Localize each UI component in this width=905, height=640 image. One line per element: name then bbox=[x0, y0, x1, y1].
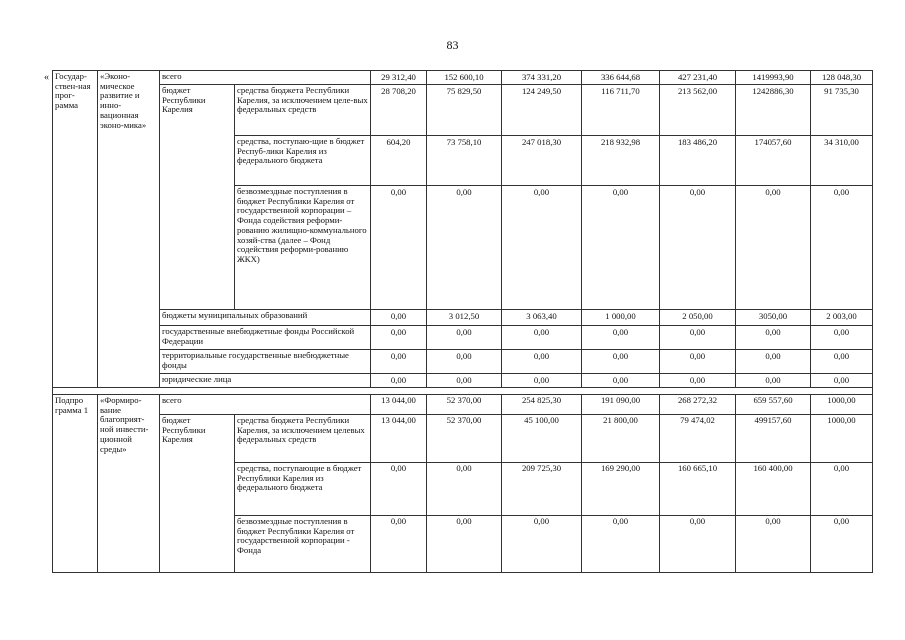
cell-value: 3 063,40 bbox=[502, 310, 582, 326]
section1-status: Государ-ствен-ная прог-рамма bbox=[53, 71, 98, 388]
row-label: всего bbox=[160, 395, 371, 415]
section1-row-legal bbox=[53, 374, 873, 388]
cell-value: 247 018,30 bbox=[502, 136, 582, 186]
cell-value: 0,00 bbox=[582, 350, 660, 374]
cell-value: 191 090,00 bbox=[582, 395, 660, 415]
cell-value: 1419993,90 bbox=[736, 71, 811, 85]
cell-value: 52 370,00 bbox=[427, 415, 502, 463]
cell-value: 0,00 bbox=[811, 350, 873, 374]
section1-row-state-funds bbox=[53, 326, 873, 350]
cell-value: 0,00 bbox=[371, 463, 427, 516]
cell-value: 0,00 bbox=[660, 374, 736, 388]
cell-value: 0,00 bbox=[371, 326, 427, 350]
cell-value: 0,00 bbox=[660, 186, 736, 310]
cell-value: 0,00 bbox=[502, 326, 582, 350]
cell-value: 0,00 bbox=[427, 463, 502, 516]
cell-value: 45 100,00 bbox=[502, 415, 582, 463]
section1-row-territorial bbox=[53, 350, 873, 374]
cell-value: 0,00 bbox=[660, 516, 736, 573]
cell-value: 0,00 bbox=[371, 374, 427, 388]
cell-value: 1000,00 bbox=[811, 415, 873, 463]
cell-value: 75 829,50 bbox=[427, 85, 502, 136]
cell-value: 160 400,00 bbox=[736, 463, 811, 516]
cell-value: 2 003,00 bbox=[811, 310, 873, 326]
cell-value: 374 331,20 bbox=[502, 71, 582, 85]
cell-value: 124 249,50 bbox=[502, 85, 582, 136]
cell-value: 0,00 bbox=[811, 326, 873, 350]
cell-value: 499157,60 bbox=[736, 415, 811, 463]
cell-value: 183 486,20 bbox=[660, 136, 736, 186]
cell-value: 3 012,50 bbox=[427, 310, 502, 326]
cell-value: 13 044,00 bbox=[371, 395, 427, 415]
cell-value: 0,00 bbox=[811, 516, 873, 573]
cell-value: 268 272,32 bbox=[660, 395, 736, 415]
cell-value: 0,00 bbox=[371, 516, 427, 573]
section1-row-total bbox=[53, 71, 873, 85]
open-quote-mark: « bbox=[44, 72, 49, 83]
cell-value: 0,00 bbox=[427, 326, 502, 350]
budget-group-label: бюджет Республики Карелия bbox=[160, 415, 235, 573]
cell-value: 0,00 bbox=[736, 350, 811, 374]
row-label: бюджеты муниципальных образований bbox=[160, 310, 371, 326]
cell-value: 0,00 bbox=[582, 516, 660, 573]
cell-value: 0,00 bbox=[582, 326, 660, 350]
cell-value: 254 825,30 bbox=[502, 395, 582, 415]
cell-value: 2 050,00 bbox=[660, 310, 736, 326]
row-label: территориальные государственные внебюджетные фонды bbox=[160, 350, 371, 374]
cell-value: 3050,00 bbox=[736, 310, 811, 326]
cell-value: 0,00 bbox=[371, 186, 427, 310]
cell-value: 0,00 bbox=[371, 310, 427, 326]
cell-value: 91 735,30 bbox=[811, 85, 873, 136]
cell-value: 0,00 bbox=[660, 326, 736, 350]
row-label: безвозмездные поступления в бюджет Республики Карелия от государственной корпорации - Фонда bbox=[235, 516, 371, 573]
cell-value: 0,00 bbox=[427, 186, 502, 310]
row-label: государственные внебюджетные фонды Российской Федерации bbox=[160, 326, 371, 350]
cell-value: 0,00 bbox=[736, 374, 811, 388]
row-label: юридические лица bbox=[160, 374, 371, 388]
cell-value: 0,00 bbox=[811, 374, 873, 388]
cell-value: 0,00 bbox=[582, 374, 660, 388]
separator-cell bbox=[53, 388, 873, 395]
cell-value: 79 474,02 bbox=[660, 415, 736, 463]
cell-value: 213 562,00 bbox=[660, 85, 736, 136]
cell-value: 0,00 bbox=[736, 326, 811, 350]
row-label: средства, поступающие в бюджет Республики Карелия из федерального бюджета bbox=[235, 463, 371, 516]
cell-value: 174057,60 bbox=[736, 136, 811, 186]
cell-value: 34 310,00 bbox=[811, 136, 873, 186]
cell-value: 73 758,10 bbox=[427, 136, 502, 186]
section2-name: «Формиро-вание благоприят-ной инвести-ционной среды» bbox=[98, 395, 160, 573]
cell-value: 13 044,00 bbox=[371, 415, 427, 463]
cell-value: 0,00 bbox=[736, 516, 811, 573]
cell-value: 0,00 bbox=[502, 186, 582, 310]
cell-value: 0,00 bbox=[427, 374, 502, 388]
section2-row-regional bbox=[53, 415, 873, 463]
cell-value: 21 800,00 bbox=[582, 415, 660, 463]
cell-value: 659 557,60 bbox=[736, 395, 811, 415]
page-number: 83 bbox=[446, 38, 459, 52]
row-label: средства, поступаю-щие в бюджет Респуб-лики Карелия из федерального бюджета bbox=[235, 136, 371, 186]
cell-value: 604,20 bbox=[371, 136, 427, 186]
cell-value: 128 048,30 bbox=[811, 71, 873, 85]
section-separator bbox=[53, 388, 873, 395]
cell-value: 1242886,30 bbox=[736, 85, 811, 136]
cell-value: 0,00 bbox=[582, 186, 660, 310]
budget-group-label: бюджет Республики Карелия bbox=[160, 85, 235, 310]
cell-value: 336 644,68 bbox=[582, 71, 660, 85]
cell-value: 0,00 bbox=[502, 350, 582, 374]
cell-value: 0,00 bbox=[736, 186, 811, 310]
cell-value: 209 725,30 bbox=[502, 463, 582, 516]
section2-status: Подпро грамма 1 bbox=[53, 395, 98, 573]
row-label: средства бюджета Республики Карелия, за исключением целе-вых федеральных средств bbox=[235, 85, 371, 136]
cell-value: 28 708,20 bbox=[371, 85, 427, 136]
cell-value: 0,00 bbox=[371, 350, 427, 374]
cell-value: 152 600,10 bbox=[427, 71, 502, 85]
cell-value: 116 711,70 bbox=[582, 85, 660, 136]
cell-value: 0,00 bbox=[427, 516, 502, 573]
section2-row-total bbox=[53, 395, 873, 415]
section1-row-municipal bbox=[53, 310, 873, 326]
row-label: безвозмездные поступления в бюджет Республики Карелия от государственной корпорации – Фонда содействия реформи-рованию жилищно-коммунального хозяй-ства (далее – Фонд содействия реформи-рованию ЖКХ) bbox=[235, 186, 371, 310]
section1-row-regional bbox=[53, 85, 873, 136]
cell-value: 0,00 bbox=[502, 516, 582, 573]
cell-value: 0,00 bbox=[660, 350, 736, 374]
funding-table bbox=[52, 70, 873, 573]
cell-value: 1000,00 bbox=[811, 395, 873, 415]
cell-value: 0,00 bbox=[502, 374, 582, 388]
cell-value: 0,00 bbox=[427, 350, 502, 374]
row-label: средства бюджета Республики Карелия, за исключением целевых федеральных средств bbox=[235, 415, 371, 463]
section1-name: «Эконо-мическое развитие и инно-вационная эконо-мика» bbox=[98, 71, 160, 388]
cell-value: 52 370,00 bbox=[427, 395, 502, 415]
cell-value: 0,00 bbox=[811, 463, 873, 516]
row-label: всего bbox=[160, 71, 371, 85]
cell-value: 218 932,98 bbox=[582, 136, 660, 186]
cell-value: 427 231,40 bbox=[660, 71, 736, 85]
cell-value: 29 312,40 bbox=[371, 71, 427, 85]
cell-value: 169 290,00 bbox=[582, 463, 660, 516]
cell-value: 160 665,10 bbox=[660, 463, 736, 516]
cell-value: 1 000,00 bbox=[582, 310, 660, 326]
cell-value: 0,00 bbox=[811, 186, 873, 310]
